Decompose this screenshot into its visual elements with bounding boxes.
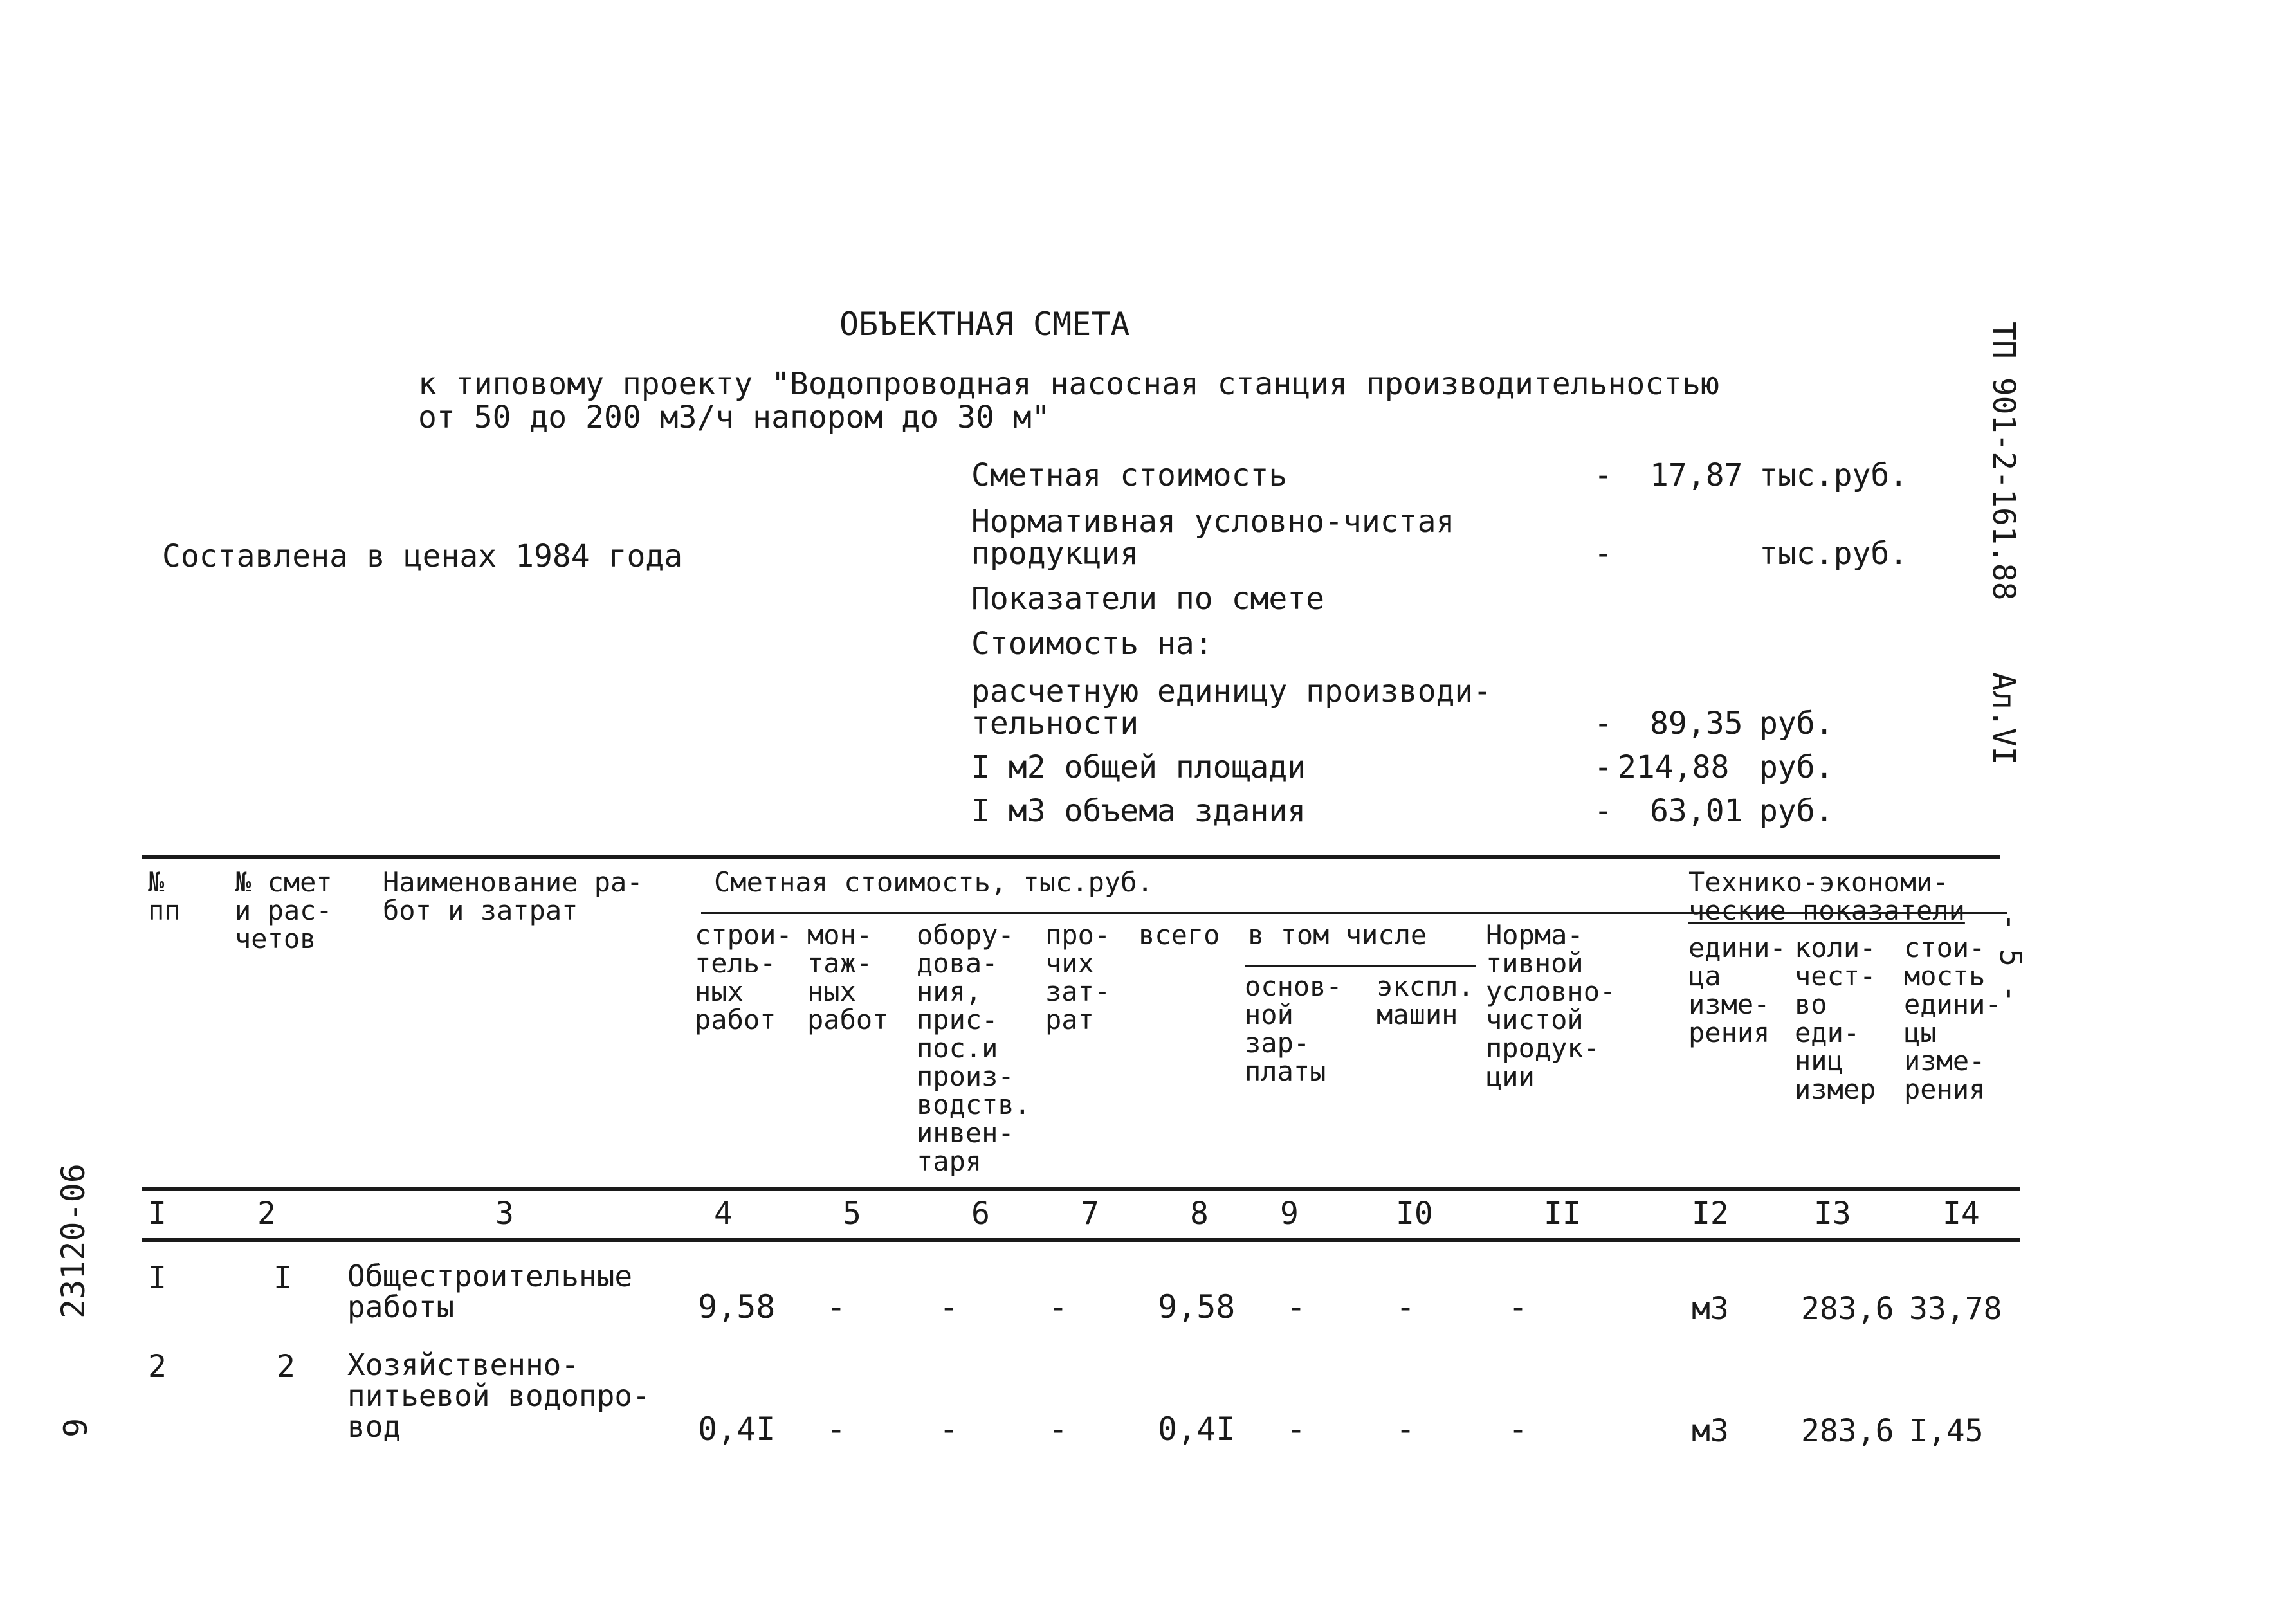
summary-dash: - bbox=[1594, 749, 1613, 785]
header-col-11: Норма- тивной условно- чистой продук- ции bbox=[1486, 919, 1616, 1092]
summary-value: 63,01 bbox=[1650, 793, 1743, 829]
cell-c6: - bbox=[939, 1288, 959, 1326]
inventory-number: 23120-06 bbox=[55, 1163, 92, 1318]
page-number: - 5 - bbox=[1993, 913, 2028, 1003]
col-number: 9 bbox=[1280, 1196, 1299, 1232]
header-col-14: стои- мость едини- цы изме- рения bbox=[1904, 932, 2002, 1105]
col-number: II bbox=[1544, 1196, 1581, 1232]
header-col-10: экспл. машин bbox=[1376, 971, 1474, 1030]
header-col-6: обору- дова- ния, прис- пос.и произ- водств. инвен- таря bbox=[917, 919, 1031, 1177]
row-smeta-number: I bbox=[273, 1260, 292, 1296]
header-cost-group: Сметная стоимость, тыс.руб. bbox=[714, 866, 1153, 898]
header-col-12: едини- ца изме- рения bbox=[1688, 932, 1786, 1048]
col-number: I4 bbox=[1943, 1196, 1980, 1232]
header-incl-group: в том числе bbox=[1248, 919, 1427, 951]
summary-label: Показатели по смете bbox=[971, 581, 1325, 617]
header-col-9: основ- ной зар- платы bbox=[1245, 971, 1342, 1087]
summary-value: 214,88 bbox=[1618, 749, 1730, 785]
subtitle-line-1: к типовому проекту "Водопроводная насосная станция производительностью bbox=[418, 366, 1719, 402]
row-smeta-number: 2 bbox=[277, 1349, 295, 1385]
summary-dash: - bbox=[1594, 793, 1613, 829]
col-number: 8 bbox=[1190, 1196, 1209, 1232]
cell-c5: - bbox=[827, 1410, 846, 1448]
col-number: I2 bbox=[1692, 1196, 1729, 1232]
summary-dash: - bbox=[1594, 457, 1613, 493]
col-numbers-bottom-rule bbox=[142, 1238, 2020, 1242]
summary-unit: тыс.руб. bbox=[1759, 457, 1908, 493]
subtitle-line-2: от 50 до 200 м3/ч напором до 30 м" bbox=[418, 399, 1050, 435]
summary-dash: - bbox=[1594, 706, 1613, 742]
header-col-7: про- чих зат- рат bbox=[1045, 919, 1111, 1036]
album-number: Ал.VI bbox=[1986, 672, 2022, 765]
summary-value: 89,35 bbox=[1650, 706, 1743, 742]
row-name: Общестроительные работы bbox=[347, 1259, 633, 1324]
header-tech-group: Технико-экономи- ческие показатели bbox=[1688, 866, 1965, 926]
summary-unit: руб. bbox=[1759, 749, 1834, 785]
col-number: 2 bbox=[257, 1196, 276, 1232]
col-number: 6 bbox=[971, 1196, 990, 1232]
col-number: I bbox=[148, 1196, 167, 1232]
col-number: 4 bbox=[714, 1196, 733, 1232]
cell-c7: - bbox=[1048, 1410, 1068, 1448]
header-col-5: мон- таж- ных работ bbox=[807, 919, 889, 1036]
cell-c10: - bbox=[1396, 1410, 1416, 1448]
summary-label: расчетную единицу производи- bbox=[971, 673, 1492, 709]
cell-c7: - bbox=[1048, 1288, 1068, 1326]
header-col-2: № смет и рас- четов bbox=[235, 866, 333, 954]
summary-unit: руб. bbox=[1759, 706, 1834, 742]
cell-c13: 283,6 bbox=[1801, 1413, 1894, 1449]
cell-c4: 0,4I bbox=[698, 1410, 776, 1448]
cell-c8: 0,4I bbox=[1158, 1410, 1236, 1448]
composed-prices-note: Составлена в ценах 1984 года bbox=[162, 538, 683, 574]
cell-c5: - bbox=[827, 1288, 846, 1326]
summary-dash: - bbox=[1594, 536, 1613, 572]
summary-label-cont: продукция bbox=[971, 536, 1139, 572]
header-col-8: всего bbox=[1138, 919, 1220, 951]
cell-c4: 9,58 bbox=[698, 1288, 776, 1326]
summary-value: 17,87 bbox=[1650, 457, 1743, 493]
col-number: I0 bbox=[1396, 1196, 1433, 1232]
project-code: ТП 901-2-161.88 bbox=[1986, 322, 2022, 601]
summary-unit: руб. bbox=[1759, 793, 1834, 829]
col-number: I3 bbox=[1814, 1196, 1851, 1232]
cell-c14: 33,78 bbox=[1909, 1291, 2002, 1327]
col-number: 3 bbox=[495, 1196, 514, 1232]
row-number: I bbox=[148, 1260, 167, 1296]
document-title: ОБЪЕКТНАЯ СМЕТА bbox=[839, 306, 1130, 343]
summary-label: I м2 общей площади bbox=[971, 749, 1306, 785]
summary-unit: тыс.руб. bbox=[1759, 536, 1908, 572]
cell-c10: - bbox=[1396, 1288, 1416, 1326]
header-bottom-rule bbox=[142, 1187, 2020, 1191]
col-number: 5 bbox=[843, 1196, 861, 1232]
cell-c8: 9,58 bbox=[1158, 1288, 1236, 1326]
cell-c13: 283,6 bbox=[1801, 1291, 1894, 1327]
summary-label: Нормативная условно-чистая bbox=[971, 504, 1455, 540]
summary-label: I м3 объема здания bbox=[971, 793, 1306, 829]
header-col-4: строи- тель- ных работ bbox=[695, 919, 792, 1036]
row-name: Хозяйственно- питьевой водопро- вод bbox=[347, 1347, 650, 1444]
cell-c9: - bbox=[1286, 1288, 1306, 1326]
incl-group-rule bbox=[1245, 965, 1476, 967]
cell-c6: - bbox=[939, 1410, 959, 1448]
col-number: 7 bbox=[1081, 1196, 1099, 1232]
summary-label: Стоимость на: bbox=[971, 626, 1213, 662]
cell-c9: - bbox=[1286, 1410, 1306, 1448]
cell-c12: м3 bbox=[1692, 1291, 1729, 1327]
summary-label: Сметная стоимость bbox=[971, 457, 1288, 493]
stamp-number: 9 bbox=[57, 1418, 95, 1437]
summary-label-cont: тельности bbox=[971, 706, 1139, 742]
cell-c11: - bbox=[1508, 1410, 1528, 1448]
row-number: 2 bbox=[148, 1349, 167, 1385]
cell-c11: - bbox=[1508, 1288, 1528, 1326]
header-col-1: № пп bbox=[148, 866, 181, 926]
cell-c12: м3 bbox=[1692, 1413, 1729, 1449]
cell-c14: I,45 bbox=[1909, 1413, 1984, 1449]
table-top-rule bbox=[142, 855, 2000, 859]
header-col-13: коли- чест- во еди- ниц измер bbox=[1795, 932, 1876, 1105]
header-col-3: Наименование ра- бот и затрат bbox=[383, 866, 643, 926]
